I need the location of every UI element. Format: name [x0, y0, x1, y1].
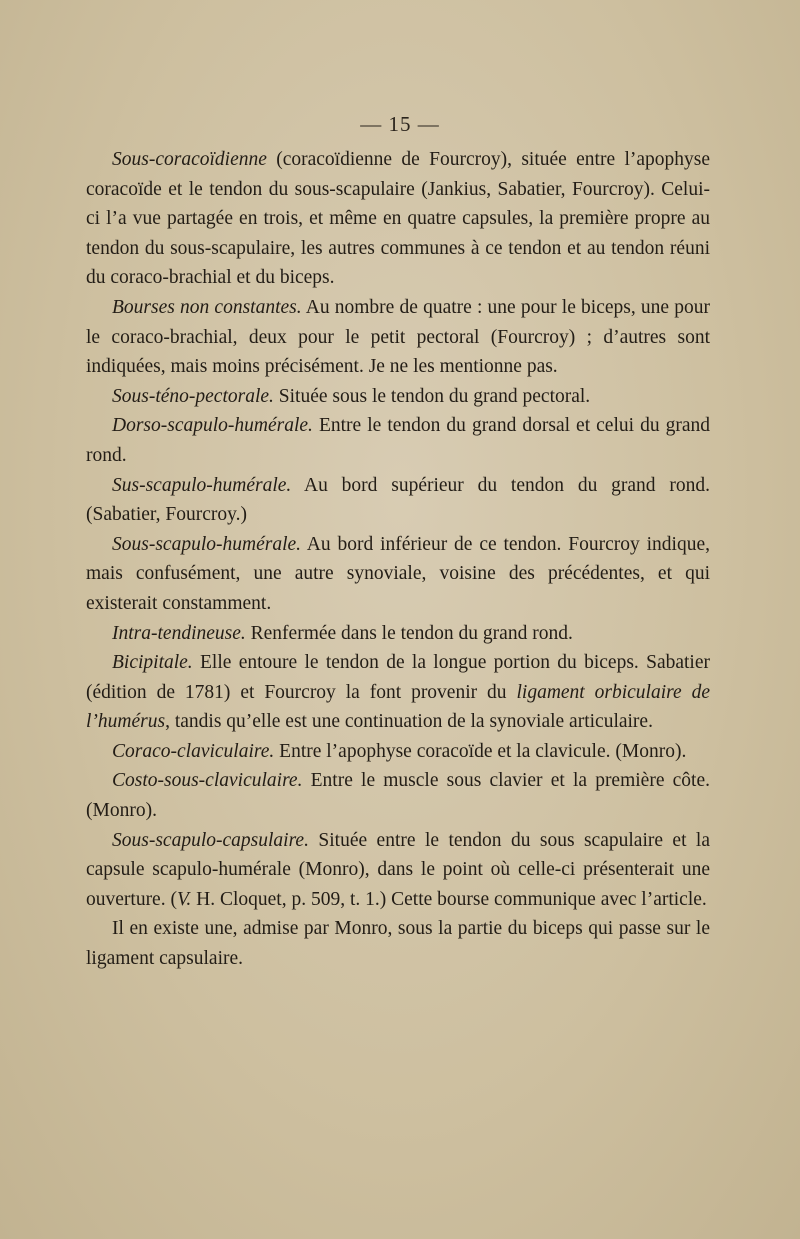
term: Dorso-scapulo-humérale.: [112, 415, 313, 437]
description: Entre l’apophyse coracoïde et la clavicule. (Monro).: [274, 740, 687, 762]
description: Il en existe une, admise par Monro, sous la partie du biceps qui passe sur le ligament capsulaire.: [86, 918, 710, 970]
term: Costo-sous-claviculaire.: [112, 770, 303, 792]
description: Située entre le tendon du sous scapulaire et la capsule scapulo-humérale (Monro), dans le point où celle-ci présenterait une ouverture. (: [86, 829, 710, 910]
description: Elle entoure le tendon de la longue portion du biceps. Sabatier (édition de 1781) et Fourcroy la font provenir du: [86, 652, 710, 703]
description: Entre le tendon du grand dorsal et celui du grand rond.: [86, 415, 710, 466]
paragraph-sous-teno-pectorale: [86, 382, 710, 412]
italic-citation: V.: [176, 888, 192, 910]
paragraph-sous-scapulo-capsulaire: [86, 826, 710, 915]
italic-citation: ligament orbiculaire de l’humérus: [86, 681, 710, 733]
paragraph-intra-tendineuse: [86, 619, 710, 649]
paragraph-sous-coracoidienne: [86, 145, 710, 293]
term: Intra-tendineuse.: [112, 622, 246, 644]
paragraph-bourses-non-constantes: [86, 293, 710, 382]
term: Sous-coracoïdienne: [112, 149, 267, 170]
paragraph-costo-sous-claviculaire: [86, 766, 710, 825]
description: Située sous le tendon du grand pectoral.: [273, 385, 591, 407]
description: Au bord supérieur du tendon du grand rond. (Sabatier, Fourcroy.): [86, 474, 710, 526]
page-number: — 15 —: [360, 112, 440, 136]
term: Coraco-claviculaire.: [112, 740, 275, 762]
paragraph-sus-scapulo-humerale: [86, 471, 710, 530]
description: Au nombre de quatre : une pour le biceps, une pour le coraco-brachial, deux pour le petit pectoral (Fourcroy) ; d’autres sont indiquées, mais moins précisément. Je ne les mentionne pas.: [86, 296, 710, 378]
description-continued: , tandis qu’elle est une continuation de la synoviale articulaire.: [165, 711, 653, 733]
paragraph-bicipitale: [86, 648, 710, 737]
term: Sous-scapulo-capsulaire.: [112, 829, 309, 851]
paragraph-final-note: [86, 914, 710, 973]
description: Renfermée dans le tendon du grand rond.: [245, 622, 573, 644]
description: (coracoïdienne de Fourcroy), située entre l’apophyse coracoïde et le tendon du sous-scapulaire (Jankius, Sabatier, Fourcroy). Celui-ci l’a vue partagée en trois, et même en quatre capsules, la première propre au tendon du sous-scapulaire, les autres communes à ce tendon et au tendon réuni du coraco-brachial et du biceps.: [86, 149, 710, 289]
body-text: [86, 145, 710, 974]
term: Sous-scapulo-humérale.: [112, 533, 302, 555]
paragraph-sous-scapulo-humerale: [86, 530, 710, 619]
paragraph-coraco-claviculaire: [86, 737, 710, 767]
term: Sus-scapulo-humérale.: [112, 474, 292, 496]
description-continued: H. Cloquet, p. 509, t. 1.) Cette bourse communique avec l’article.: [191, 888, 707, 910]
term: Bourses non constantes.: [112, 296, 302, 318]
description: Au bord inférieur de ce tendon. Fourcroy indique, mais confusément, une autre synoviale, voisine des précédentes, et qui existerait constamment.: [86, 533, 710, 614]
description: Entre le muscle sous clavier et la première côte. (Monro).: [86, 770, 710, 822]
paragraph-dorso-scapulo-humerale: [86, 411, 710, 470]
term: Bicipitale.: [112, 652, 193, 674]
term: Sous-téno-pectorale.: [112, 385, 274, 407]
